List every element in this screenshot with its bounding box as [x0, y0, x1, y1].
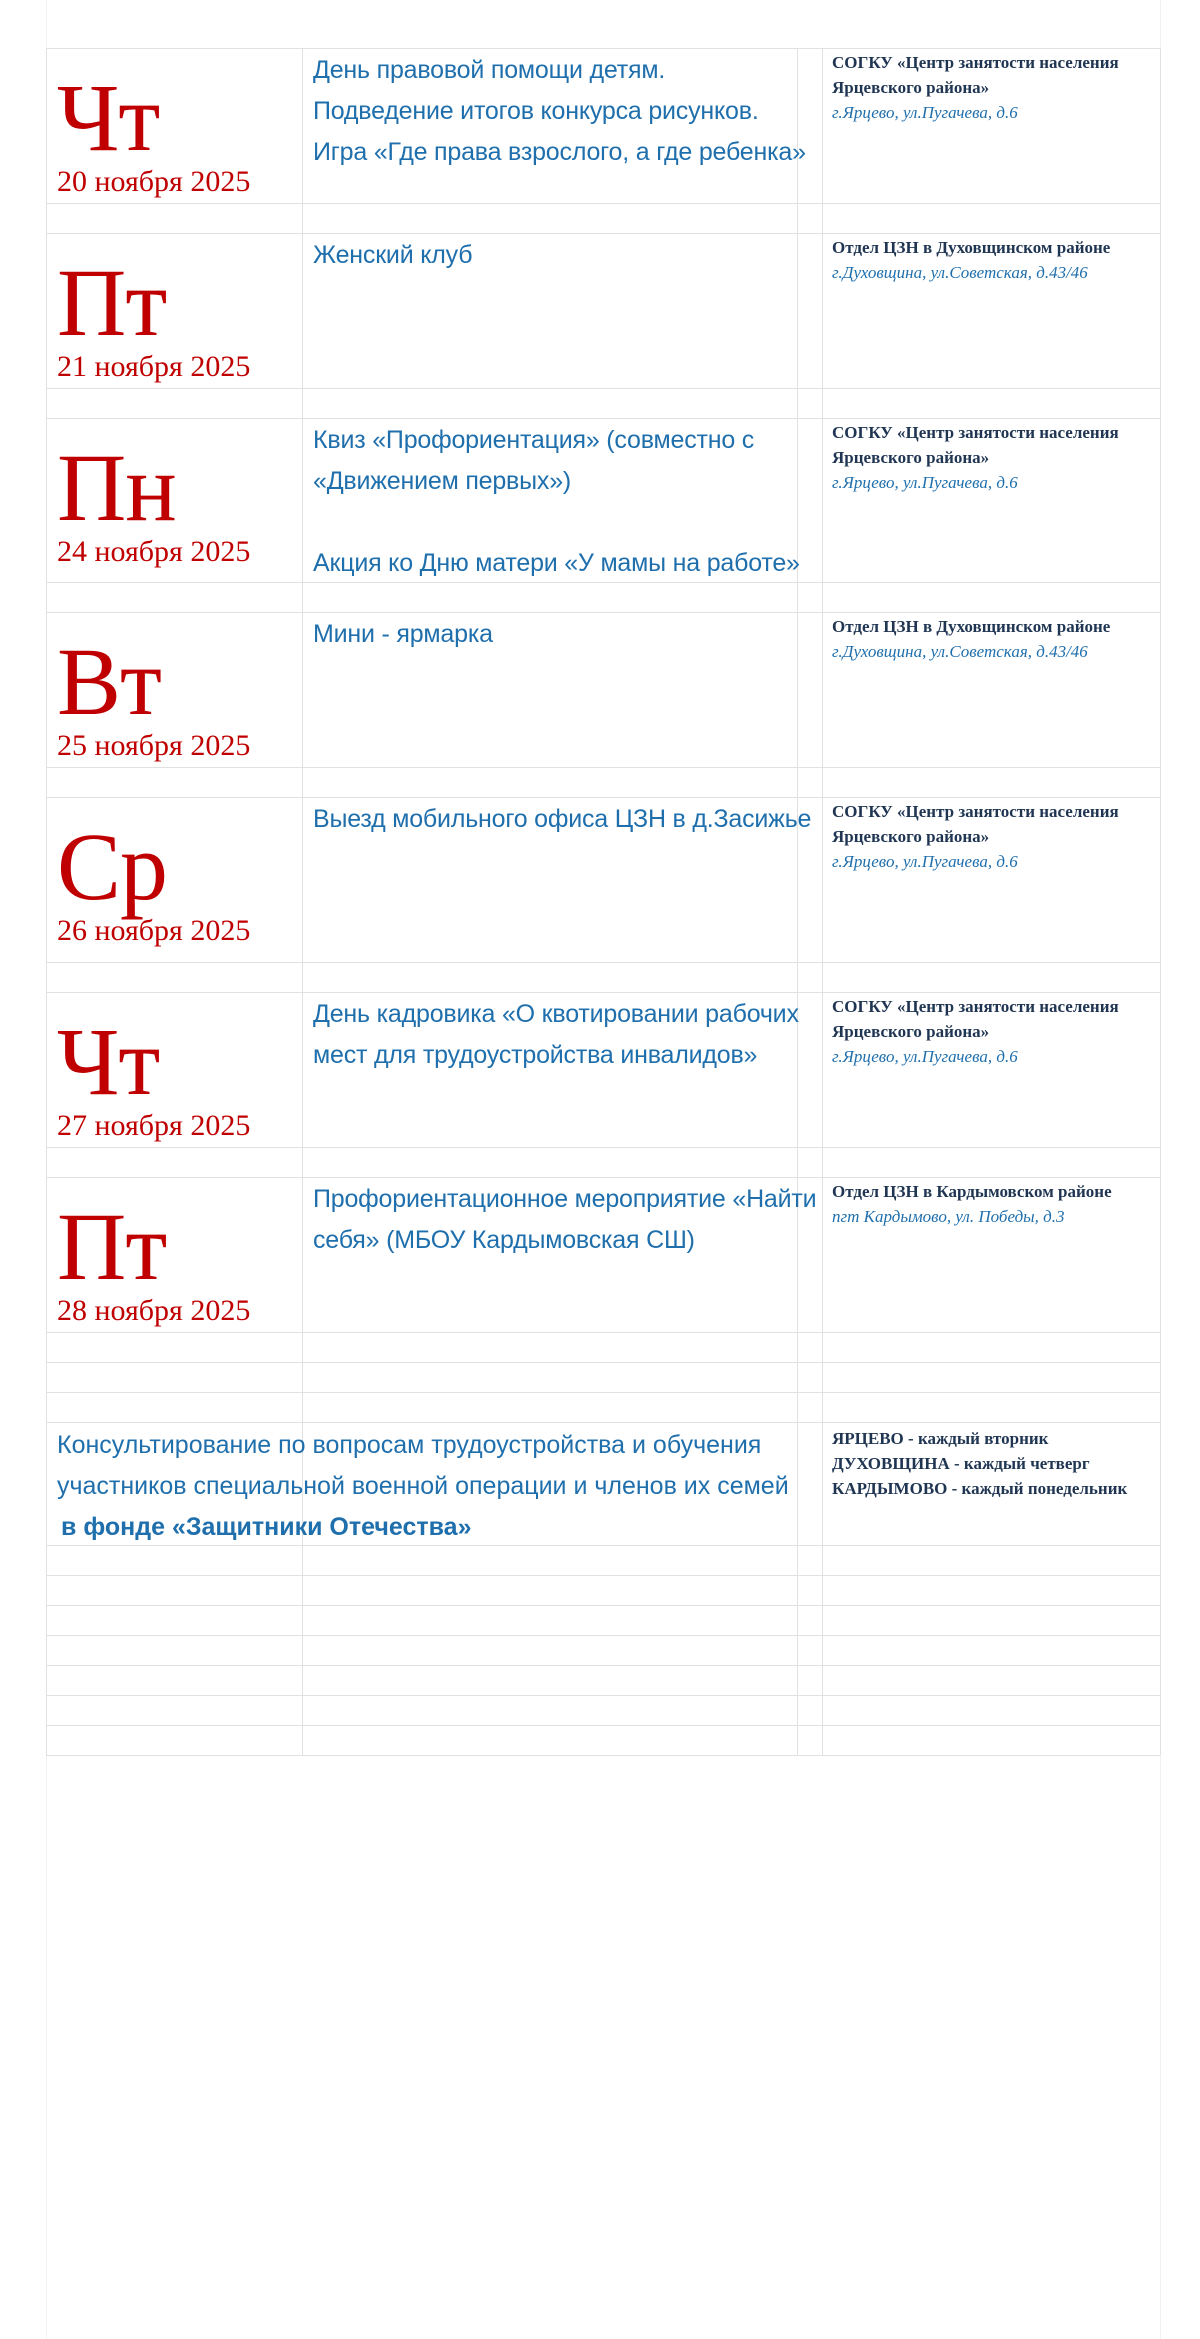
organization-name: Ярцевского района»	[832, 448, 990, 467]
event-line: себя» (МБОУ Кардымовская СШ)	[313, 1226, 695, 1254]
grid-row-line	[46, 233, 1160, 234]
grid-row-line	[46, 1605, 1160, 1606]
weekday-label: Пн	[57, 434, 176, 541]
event-line: Профориентационное мероприятие «Найти	[313, 1185, 817, 1213]
grid-column-line	[1160, 48, 1161, 1755]
grid-row-line	[46, 1695, 1160, 1696]
event-location	[832, 614, 1162, 664]
weekday-label: Чт	[57, 1008, 160, 1115]
organization-address: г.Духовщина, ул.Советская, д.43/46	[832, 263, 1088, 282]
grid-row-line	[46, 418, 1160, 419]
grid-row-line	[46, 767, 1160, 768]
grid-row-line	[46, 1177, 1160, 1178]
organization-name: СОГКУ «Центр занятости населения	[832, 802, 1119, 821]
event-location	[832, 420, 1162, 495]
organization-name: СОГКУ «Центр занятости населения	[832, 53, 1119, 72]
organization-address: г.Ярцево, ул.Пугачева, д.6	[832, 103, 1018, 122]
weekday-label: Ср	[57, 813, 168, 920]
organization-name: Отдел ЦЗН в Духовщинском районе	[832, 617, 1111, 636]
event-location	[832, 50, 1162, 125]
event-description	[313, 994, 803, 1076]
organization-name: СОГКУ «Центр занятости населения	[832, 997, 1119, 1016]
grid-row-line	[46, 612, 1160, 613]
grid-row-line	[46, 992, 1160, 993]
grid-row-line	[46, 962, 1160, 963]
event-line: «Движением первых»)	[313, 467, 572, 495]
event-description	[313, 50, 806, 173]
weekday-label: Чт	[57, 64, 160, 171]
event-line: Подведение итогов конкурса рисунков.	[313, 97, 759, 125]
organization-name: Ярцевского района»	[832, 78, 990, 97]
consultation-line: Консультирование по вопросам трудоустройства и обучения	[57, 1431, 762, 1459]
event-line: Женский клуб	[313, 241, 473, 269]
grid-row-line	[46, 1147, 1160, 1148]
grid-row-line	[46, 1362, 1160, 1363]
event-description	[313, 799, 812, 840]
grid-row-line	[46, 1422, 1160, 1423]
grid-row-line	[46, 1392, 1160, 1393]
event-line: День кадровика «О квотировании рабочих	[313, 1000, 799, 1028]
event-location	[832, 799, 1162, 874]
grid-row-line	[46, 1665, 1160, 1666]
event-description	[313, 235, 803, 276]
schedule-item: ЯРЦЕВО - каждый вторник	[832, 1429, 1049, 1448]
organization-address: г.Ярцево, ул.Пугачева, д.6	[832, 852, 1018, 871]
organization-address: г.Ярцево, ул.Пугачева, д.6	[832, 1047, 1018, 1066]
event-location	[832, 1179, 1162, 1229]
weekday-label: Пт	[57, 1193, 167, 1300]
event-line: Мини - ярмарка	[313, 620, 493, 648]
event-date: 25 ноября 2025	[57, 729, 251, 762]
grid-column-line	[46, 48, 47, 1755]
event-location	[832, 994, 1162, 1069]
event-line: День правовой помощи детям.	[313, 56, 666, 84]
grid-row-line	[46, 203, 1160, 204]
event-description	[313, 614, 803, 655]
organization-name: СОГКУ «Центр занятости населения	[832, 423, 1119, 442]
grid-row-line	[46, 797, 1160, 798]
consultation-block	[57, 1425, 789, 1548]
organization-name: Ярцевского района»	[832, 1022, 990, 1041]
event-date: 24 ноября 2025	[57, 535, 251, 568]
weekday-label: Вт	[57, 628, 161, 735]
event-line: мест для трудоустройства инвалидов»	[313, 1041, 758, 1069]
grid-column-line	[822, 48, 823, 1755]
grid-row-line	[46, 1755, 1160, 1756]
weekday-label: Пт	[57, 249, 167, 356]
event-date: 20 ноября 2025	[57, 165, 251, 198]
event-line: Выезд мобильного офиса ЦЗН в д.Засижье	[313, 805, 812, 833]
schedule-item: ДУХОВЩИНА - каждый четверг	[832, 1454, 1090, 1473]
event-spacer	[313, 502, 803, 543]
organization-address: пгт Кардымово, ул. Победы, д.3	[832, 1207, 1065, 1226]
event-description	[313, 420, 803, 584]
event-date: 21 ноября 2025	[57, 350, 251, 383]
grid-column-line	[797, 48, 798, 1755]
organization-name: Отдел ЦЗН в Духовщинском районе	[832, 238, 1111, 257]
event-date: 28 ноября 2025	[57, 1294, 251, 1327]
consultation-schedule	[832, 1426, 1127, 1501]
event-date: 27 ноября 2025	[57, 1109, 251, 1142]
consultation-fund: в фонде «Защитники Отечества»	[61, 1513, 472, 1541]
grid-row-line	[46, 48, 1160, 49]
organization-address: г.Ярцево, ул.Пугачева, д.6	[832, 473, 1018, 492]
grid-row-line	[46, 1635, 1160, 1636]
schedule-item: КАРДЫМОВО - каждый понедельник	[832, 1479, 1128, 1498]
event-location	[832, 235, 1162, 285]
event-line: Игра «Где права взрослого, а где ребенка»	[313, 138, 806, 166]
organization-address: г.Духовщина, ул.Советская, д.43/46	[832, 642, 1088, 661]
grid-row-line	[46, 1332, 1160, 1333]
event-description	[313, 1179, 817, 1261]
grid-row-line	[46, 1575, 1160, 1576]
grid-row-line	[46, 388, 1160, 389]
event-date: 26 ноября 2025	[57, 914, 251, 947]
event-line: Квиз «Профориентация» (совместно с	[313, 426, 755, 454]
grid-row-line	[46, 1725, 1160, 1726]
organization-name: Отдел ЦЗН в Кардымовском районе	[832, 1182, 1112, 1201]
event-line: Акция ко Дню матери «У мамы на работе»	[313, 549, 800, 577]
organization-name: Ярцевского района»	[832, 827, 990, 846]
consultation-line: участников специальной военной операции и членов их семей	[57, 1472, 789, 1500]
